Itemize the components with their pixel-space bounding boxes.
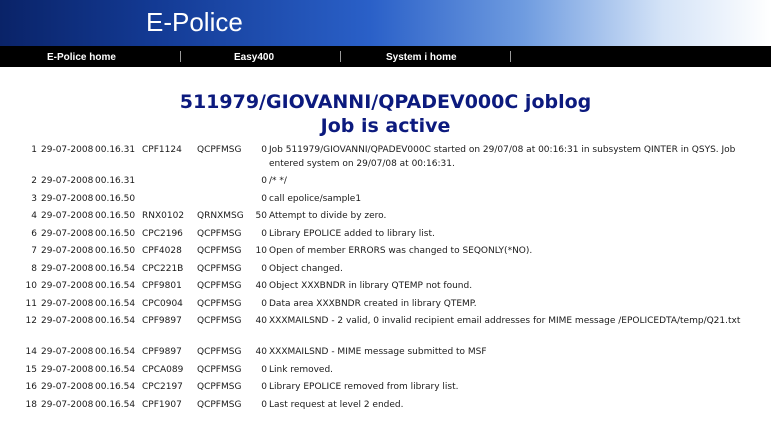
joblog-sev: 0 xyxy=(261,263,267,274)
joblog-entry xyxy=(22,298,762,312)
joblog-num: 4 xyxy=(31,211,37,221)
joblog-entry xyxy=(22,346,762,360)
joblog-time: 00.16.54 xyxy=(95,316,136,326)
joblog-msgid: CPF9897 xyxy=(142,316,182,326)
joblog-date: 29-07-2008 xyxy=(41,298,94,309)
joblog-text: Job 511979/GIOVANNI/QPADEV000C started on 29/07/08 at 00:16:31 in subsystem QINTER in QSYS. Job entered system on 29/07/08 at 00:16:31. xyxy=(269,145,736,169)
joblog-entry xyxy=(22,228,762,242)
joblog-file: QCPFMSG xyxy=(197,316,242,326)
joblog-sev: 0 xyxy=(261,382,267,392)
joblog-time: 00.16.54 xyxy=(95,263,136,274)
joblog-text: XXXMAILSND - MIME message submitted to MSF xyxy=(269,347,487,357)
joblog-date: 29-07-2008 xyxy=(41,263,94,274)
joblog-time: 00.16.31 xyxy=(95,176,136,186)
joblog-text: Data area XXXBNDR created in library QTEMP. xyxy=(269,298,477,309)
joblog-sev: 0 xyxy=(261,364,267,375)
joblog-sev: 0 xyxy=(261,399,267,410)
joblog-entry xyxy=(22,193,762,207)
nav-link-system-i-home[interactable]: System i home xyxy=(386,52,457,63)
joblog-time: 00.16.31 xyxy=(95,145,136,155)
joblog-time: 00.16.54 xyxy=(95,298,136,309)
joblog-date: 29-07-2008 xyxy=(41,145,94,155)
joblog-msgid: CPF1907 xyxy=(142,399,182,410)
joblog-sev: 40 xyxy=(255,347,267,357)
joblog-file: QCPFMSG xyxy=(197,263,242,274)
joblog-date: 29-07-2008 xyxy=(41,211,94,221)
joblog-num: 3 xyxy=(31,193,37,204)
joblog-entry xyxy=(22,381,762,395)
app-title: E-Police xyxy=(146,7,243,37)
joblog-time: 00.16.50 xyxy=(95,193,136,204)
joblog-num: 11 xyxy=(25,298,37,309)
joblog-text: Library EPOLICE added to library list. xyxy=(269,228,435,239)
joblog-text: Library EPOLICE removed from library list. xyxy=(269,382,459,392)
job-status: Job is active xyxy=(320,115,451,137)
joblog-file: QCPFMSG xyxy=(197,228,242,239)
joblog-text: Open of member ERRORS was changed to SEQONLY(*NO). xyxy=(269,246,533,256)
joblog-text: XXXMAILSND - 2 valid, 0 invalid recipient email addresses for MIME message /EPOLICEDTA/temp/Q21.txt xyxy=(269,316,741,326)
joblog-time: 00.16.54 xyxy=(95,281,136,291)
nav-separator xyxy=(340,51,341,62)
joblog-text: /* */ xyxy=(269,176,287,186)
nav-separator xyxy=(180,51,181,62)
joblog-num: 7 xyxy=(31,246,37,256)
joblog-text: Last request at level 2 ended. xyxy=(269,399,404,410)
joblog-msgid: CPC0904 xyxy=(142,298,183,309)
joblog-sev: 40 xyxy=(255,281,267,291)
joblog-date: 29-07-2008 xyxy=(41,364,94,375)
joblog-num: 6 xyxy=(31,228,37,239)
joblog-sev: 0 xyxy=(261,193,267,204)
joblog-date: 29-07-2008 xyxy=(41,176,94,186)
page-heading xyxy=(0,90,771,138)
joblog-entry xyxy=(22,210,762,224)
joblog-entry xyxy=(22,280,762,294)
joblog-num: 8 xyxy=(31,263,37,274)
joblog-time: 00.16.54 xyxy=(95,399,136,410)
joblog-date: 29-07-2008 xyxy=(41,382,94,392)
joblog-file: QRNXMSG xyxy=(197,211,244,221)
joblog-num: 10 xyxy=(25,281,37,291)
nav-separator xyxy=(510,51,511,62)
joblog-sev: 0 xyxy=(261,145,267,155)
joblog-text: Object changed. xyxy=(269,263,343,274)
joblog-entry xyxy=(22,315,762,342)
joblog-time: 00.16.54 xyxy=(95,347,136,357)
joblog-file: QCPFMSG xyxy=(197,281,242,291)
joblog-date: 29-07-2008 xyxy=(41,316,94,326)
joblog-entry xyxy=(22,245,762,259)
joblog-msgid: CPF9801 xyxy=(142,281,182,291)
joblog-msgid: CPC2196 xyxy=(142,228,183,239)
joblog-msgid: RNX0102 xyxy=(142,211,185,221)
joblog-num: 12 xyxy=(25,316,37,326)
joblog-msgid: CPCA089 xyxy=(142,364,184,375)
joblog-date: 29-07-2008 xyxy=(41,228,94,239)
joblog-file: QCPFMSG xyxy=(197,399,242,410)
joblog-time: 00.16.50 xyxy=(95,228,136,239)
joblog-num: 15 xyxy=(25,364,37,375)
joblog-msgid: CPC2197 xyxy=(142,382,183,392)
nav-link-epolice-home[interactable]: E-Police home xyxy=(47,52,116,63)
joblog-file: QCPFMSG xyxy=(197,347,242,357)
joblog-time: 00.16.50 xyxy=(95,246,136,256)
joblog-num: 2 xyxy=(31,176,37,186)
joblog-sev: 0 xyxy=(261,298,267,309)
joblog-num: 14 xyxy=(25,347,37,357)
joblog-msgid: CPF4028 xyxy=(142,246,182,256)
joblog-list xyxy=(22,144,762,416)
joblog-text: Object XXXBNDR in library QTEMP not found. xyxy=(269,281,473,291)
joblog-text: Link removed. xyxy=(269,364,334,375)
joblog-entry xyxy=(22,364,762,378)
joblog-sev: 40 xyxy=(255,316,267,326)
joblog-num: 18 xyxy=(25,399,37,410)
joblog-num: 1 xyxy=(31,145,37,155)
joblog-text: Attempt to divide by zero. xyxy=(269,211,387,221)
joblog-entry xyxy=(22,144,762,171)
joblog-msgid: CPF1124 xyxy=(142,145,182,155)
joblog-date: 29-07-2008 xyxy=(41,347,94,357)
joblog-msgid: CPF9897 xyxy=(142,347,182,357)
joblog-sev: 0 xyxy=(261,176,267,186)
joblog-msgid: CPC221B xyxy=(142,263,184,274)
joblog-file: QCPFMSG xyxy=(197,364,242,375)
page-title: 511979/GIOVANNI/QPADEV000C joblog xyxy=(179,91,592,113)
joblog-date: 29-07-2008 xyxy=(41,246,94,256)
joblog-time: 00.16.54 xyxy=(95,382,136,392)
joblog-sev: 10 xyxy=(255,246,267,256)
joblog-date: 29-07-2008 xyxy=(41,399,94,410)
joblog-date: 29-07-2008 xyxy=(41,281,94,291)
joblog-num: 16 xyxy=(25,382,37,392)
joblog-file: QCPFMSG xyxy=(197,382,242,392)
joblog-file: QCPFMSG xyxy=(197,246,242,256)
joblog-file: QCPFMSG xyxy=(197,298,242,309)
joblog-file: QCPFMSG xyxy=(197,145,242,155)
joblog-text: call epolice/sample1 xyxy=(269,193,362,204)
joblog-entry xyxy=(22,175,762,189)
joblog-time: 00.16.50 xyxy=(95,211,136,221)
joblog-entry xyxy=(22,263,762,277)
nav-link-easy400[interactable]: Easy400 xyxy=(234,52,275,63)
joblog-date: 29-07-2008 xyxy=(41,193,94,204)
joblog-sev: 50 xyxy=(255,211,267,221)
nav-bar xyxy=(0,46,771,67)
joblog-sev: 0 xyxy=(261,228,267,239)
header-banner xyxy=(0,0,771,46)
joblog-time: 00.16.54 xyxy=(95,364,136,375)
joblog-entry xyxy=(22,399,762,413)
